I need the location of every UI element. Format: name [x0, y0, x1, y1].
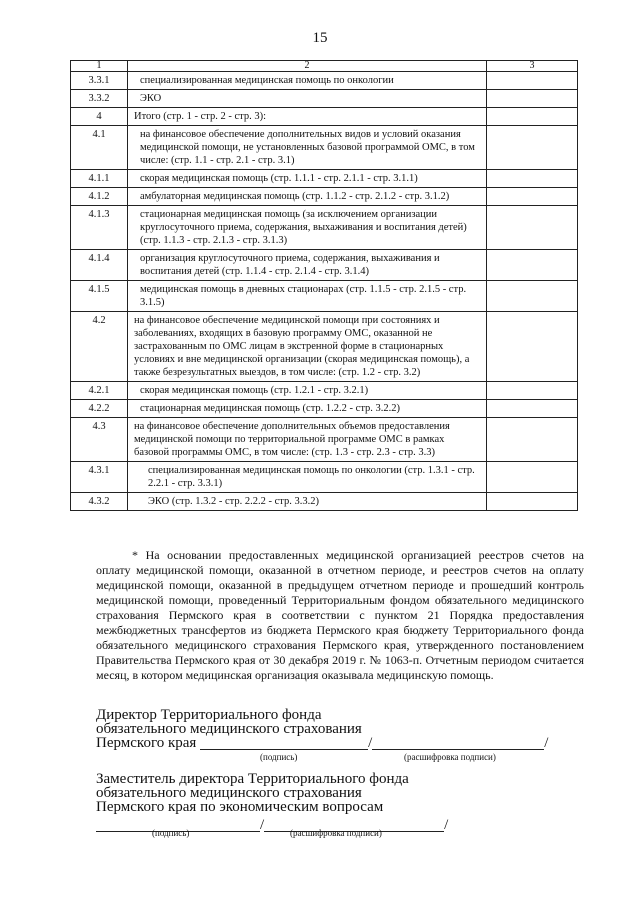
column-header-3: 3: [487, 61, 578, 72]
row-number: 4.1.2: [71, 188, 128, 206]
table-row: [71, 418, 578, 462]
row-description: скорая медицинская помощь (стр. 1.1.1 - стр. 2.1.1 - стр. 3.1.1): [128, 170, 487, 188]
deputy-decode-label: (расшифровка подписи): [290, 828, 382, 838]
director-title-line1: Директор Территориального фонда: [96, 707, 322, 723]
table-header-row: [71, 61, 578, 72]
row-description: медицинская помощь в дневных стационарах (стр. 1.1.5 - стр. 2.1.5 - стр. 3.1.5): [128, 281, 487, 312]
row-description: специализированная медицинская помощь по онкологии: [128, 72, 487, 90]
row-number: 4.1.5: [71, 281, 128, 312]
row-description: на финансовое обеспечение дополнительных видов и условий оказания медицинской помощи, не установленных базовой программой ОМС, в том числе: (стр. 1.1 - стр. 2.1 - стр. 3.1): [128, 126, 487, 170]
row-number: 3.3.2: [71, 90, 128, 108]
deputy-title-line3: Пермского края по экономическим вопросам: [96, 799, 384, 815]
row-number: 4: [71, 108, 128, 126]
row-value: [487, 170, 578, 188]
slash: /: [260, 817, 265, 833]
table-row: [71, 72, 578, 90]
table-row: [71, 382, 578, 400]
row-value: [487, 382, 578, 400]
row-number: 4.3: [71, 418, 128, 462]
slash: /: [368, 735, 373, 751]
footnote-text: * На основании предоставленных медицинской организацией реестров счетов на оплату медицинской помощи, оказанной в отчетном периоде, и реестров счетов на оплату медицинской помощи, оказанной в предыдущем отчетном периоде и прошедший контроль медицинской помощи, проведенный Территориальным фондом обязательного медицинского страхования Пермского края в соответствии с пунктом 21 Порядка предоставления межбюджетных трансфертов из бюджета Пермского края бюджету Территориального фонда обязательного медицинского страхования Пермского края, утвержденного постановлением Правительства Пермского края от 30 декабря 2019 г. № 1063-п. Отчетным периодом считается месяц, в котором медицинская организация оказывала медицинскую помощь.: [96, 548, 584, 682]
director-title-line2: обязательного медицинского страхования: [96, 721, 362, 737]
row-description: скорая медицинская помощь (стр. 1.2.1 - стр. 3.2.1): [128, 382, 487, 400]
row-number: 4.1.4: [71, 250, 128, 281]
column-header-2: 2: [128, 61, 487, 72]
director-signature-block: [96, 708, 548, 750]
row-number: 4.3.1: [71, 462, 128, 493]
footnote: [96, 548, 584, 683]
row-value: [487, 126, 578, 170]
row-description: Итого (стр. 1 - стр. 2 - стр. 3):: [128, 108, 487, 126]
row-value: [487, 90, 578, 108]
row-value: [487, 72, 578, 90]
table-row: [71, 462, 578, 493]
row-value: [487, 400, 578, 418]
row-number: 4.3.2: [71, 493, 128, 511]
deputy-title-line2: обязательного медицинского страхования: [96, 785, 362, 801]
table-row: [71, 170, 578, 188]
deputy-signature-block: [96, 772, 448, 832]
table-row: [71, 206, 578, 250]
row-description: специализированная медицинская помощь по онкологии (стр. 1.3.1 - стр. 2.2.1 - стр. 3.3.1): [128, 462, 487, 493]
row-value: [487, 108, 578, 126]
row-description: ЭКО: [128, 90, 487, 108]
report-table: [70, 60, 578, 511]
slash: /: [544, 735, 549, 751]
page-number: 15: [312, 30, 328, 46]
row-number: 4.2.1: [71, 382, 128, 400]
row-value: [487, 250, 578, 281]
table-row: [71, 250, 578, 281]
deputy-title-line1: Заместитель директора Территориального фонда: [96, 771, 409, 787]
director-decode-label: (расшифровка подписи): [404, 752, 496, 762]
director-sign-label: (подпись): [260, 752, 298, 762]
row-number: 4.2: [71, 312, 128, 382]
table-row: [71, 126, 578, 170]
table-row: [71, 188, 578, 206]
row-description: ЭКО (стр. 1.3.2 - стр. 2.2.2 - стр. 3.3.2): [128, 493, 487, 511]
column-header-1: 1: [71, 61, 128, 72]
table-row: [71, 493, 578, 511]
row-value: [487, 418, 578, 462]
row-number: 4.1.1: [71, 170, 128, 188]
deputy-sign-label: (подпись): [152, 828, 190, 838]
row-number: 3.3.1: [71, 72, 128, 90]
director-title-line3: Пермского края: [96, 735, 197, 751]
table-row: [71, 108, 578, 126]
row-description: на финансовое обеспечение дополнительных объемов предоставления медицинской помощи по территориальной программе ОМС в рамках базовой программы ОМС, в том числе: (стр. 1.3 - стр. 2.3 - стр. 3.3): [128, 418, 487, 462]
row-description: стационарная медицинская помощь (за исключением организации круглосуточного приема, содержания, выхаживания и воспитания детей) (стр. 1.1.3 - стр. 2.1.3 - стр. 3.1.3): [128, 206, 487, 250]
row-number: 4.1: [71, 126, 128, 170]
row-number: 4.1.3: [71, 206, 128, 250]
row-description: на финансовое обеспечение медицинской помощи при состояниях и заболеваниях, входящих в базовую программу ОМС, оказанной не застрахованным по ОМС лицам в экстренной форме в стационарных условиях и вне медицинской организации (скорая медицинская помощь), а также безрезультатных выездов, в том числе: (стр. 1.2 - стр. 3.2): [128, 312, 487, 382]
slash: /: [444, 817, 449, 833]
table-row: [71, 400, 578, 418]
row-value: [487, 312, 578, 382]
row-description: стационарная медицинская помощь (стр. 1.2.2 - стр. 3.2.2): [128, 400, 487, 418]
row-number: 4.2.2: [71, 400, 128, 418]
director-signature-line: [200, 737, 368, 750]
row-value: [487, 188, 578, 206]
row-description: амбулаторная медицинская помощь (стр. 1.1.2 - стр. 2.1.2 - стр. 3.1.2): [128, 188, 487, 206]
row-description: организация круглосуточного приема, содержания, выхаживания и воспитания детей (стр. 1.1.4 - стр. 2.1.4 - стр. 3.1.4): [128, 250, 487, 281]
row-value: [487, 462, 578, 493]
director-decode-line: [372, 737, 544, 750]
table-row: [71, 90, 578, 108]
row-value: [487, 493, 578, 511]
row-value: [487, 281, 578, 312]
table-row: [71, 312, 578, 382]
row-value: [487, 206, 578, 250]
table-row: [71, 281, 578, 312]
